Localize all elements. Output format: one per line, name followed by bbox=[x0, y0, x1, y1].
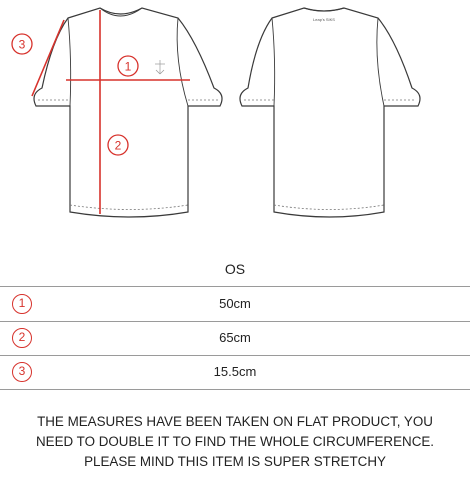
size-row-1 bbox=[0, 287, 470, 321]
measure-marker-2 bbox=[108, 135, 128, 155]
tshirt-front bbox=[34, 8, 222, 217]
size-column-header: OS bbox=[224, 261, 246, 277]
back-neck-label: Leap's SIKS bbox=[313, 17, 335, 22]
size-value-3: 15.5cm bbox=[213, 364, 257, 379]
tshirt-back bbox=[240, 8, 420, 217]
measure-marker-3 bbox=[12, 34, 32, 54]
measure-marker-1 bbox=[118, 56, 138, 76]
size-value-2: 65cm bbox=[219, 330, 251, 345]
measure-marker-2-label: 2 bbox=[114, 138, 122, 153]
measure-marker-1-label: 1 bbox=[124, 59, 132, 74]
size-value-1: 50cm bbox=[219, 296, 251, 311]
measurement-note bbox=[0, 412, 470, 472]
measurement-note-line-3: PLEASE MIND THIS ITEM IS SUPER STRETCHY bbox=[84, 454, 386, 469]
measurement-note-line-2: NEED TO DOUBLE IT TO FIND THE WHOLE CIRCUMFERENCE. bbox=[35, 434, 435, 449]
tshirt-front-outline bbox=[34, 8, 222, 217]
measure-marker-1-badge: 1 bbox=[12, 294, 32, 314]
tshirt-back-outline bbox=[240, 8, 420, 217]
measure-marker-3-badge: 3 bbox=[12, 362, 32, 382]
measure-marker-3-label: 3 bbox=[18, 37, 26, 52]
measure-marker-2-badge: 2 bbox=[12, 328, 32, 348]
size-row-2 bbox=[0, 321, 470, 355]
table-divider bbox=[0, 389, 470, 390]
size-row-3 bbox=[0, 355, 470, 389]
tshirt-measurement-diagram bbox=[0, 0, 470, 230]
measurement-note-line-1: THE MEASURES HAVE BEEN TAKEN ON FLAT PRODUCT, YOU bbox=[37, 414, 433, 429]
